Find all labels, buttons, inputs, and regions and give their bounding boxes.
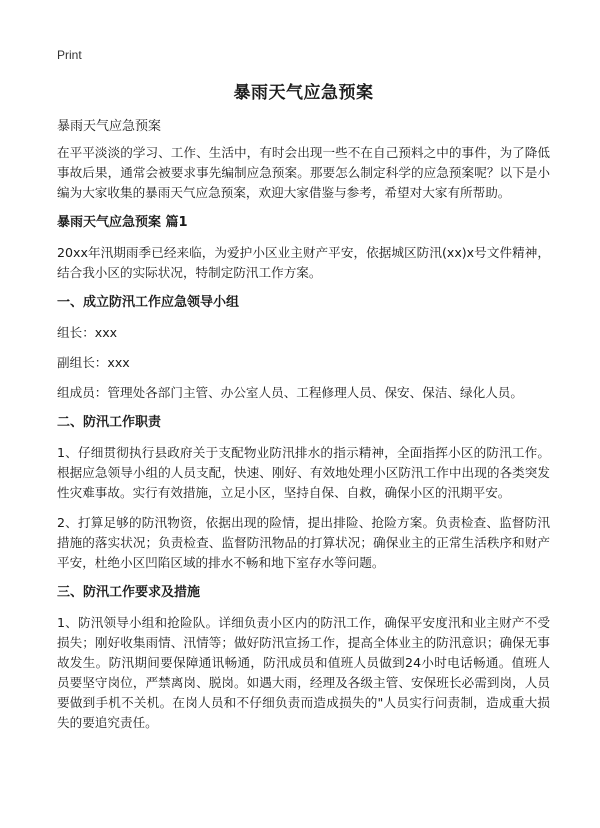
section-2-heading: 二、防汛工作职责: [57, 415, 162, 430]
members-line: 组成员：管理处各部门主管、办公室人员、工程修理人员、保安、保洁、绿化人员。: [57, 385, 523, 400]
deputy-leader-line: 副组长：xxx: [57, 355, 130, 370]
article-intro-paragraph: 20xx年汛期雨季已经来临，为爱护小区业主财产平安，依据城区防汛(xx)x号文件精神，结合我小区的实际状况，特制定防汛工作方案。: [57, 245, 550, 280]
section-2-item-1: 1、仔细贯彻执行县政府关于支配物业防汛排水的指示精神，全面指挥小区的防汛工作。根据应急领导小组的人员支配，快速、刚好、有效地处理小区防汛工作中出现的各类突发性灾难事故。实行有效措施，立足小区，坚持自保、自救，确保小区的汛期平安。: [57, 445, 550, 500]
section-3-heading: 三、防汛工作要求及措施: [57, 585, 201, 600]
article-heading: 暴雨天气应急预案 篇1: [57, 215, 188, 230]
section-3-item-1: 1、防汛领导小组和抢险队。详细负责小区内的防汛工作，确保平安度汛和业主财产不受损失；刚好收集雨情、汛情等；做好防汛宣扬工作，提高全体业主的防汛意识；确保无事故发生。防汛期间要保障通讯畅通，防汛成员和值班人员做到24小时电话畅通。值班人员要坚守岗位，严禁离岗、脱岗。如遇大雨，经理及各级主管、安保班长必需到岗，人员要做到手机不关机。在岗人员和不仔细负责而造成损失的"人员实行问责制，造成重大损失的要追究责任。: [57, 615, 550, 730]
leader-line: 组长：xxx: [57, 325, 118, 340]
intro-paragraph: 在平平淡淡的学习、工作、生活中，有时会出现一些不在自己预料之中的事件，为了降低事故后果，通常会被要求事先编制应急预案。那要怎么制定科学的应急预案呢？以下是小编为大家收集的暴雨天气应急预案，欢迎大家借鉴与参考，希望对大家有所帮助。: [57, 145, 550, 200]
print-label: Print: [57, 48, 82, 62]
section-1-heading: 一、成立防汛工作应急领导小组: [57, 295, 240, 310]
section-2-item-2: 2、打算足够的防汛物资，依据出现的险情，提出排险、抢险方案。负责检查、监督防汛措施的落实状况；负责检查、监督防汛物品的打算状况；确保业主的正常生活秩序和财产平安，杜绝小区凹陷区域的排水不畅和地下室存水等问题。: [57, 515, 550, 570]
document-subtitle: 暴雨天气应急预案: [57, 119, 162, 134]
document-body: [57, 78, 550, 743]
page-title: 暴雨天气应急预案: [233, 83, 374, 103]
